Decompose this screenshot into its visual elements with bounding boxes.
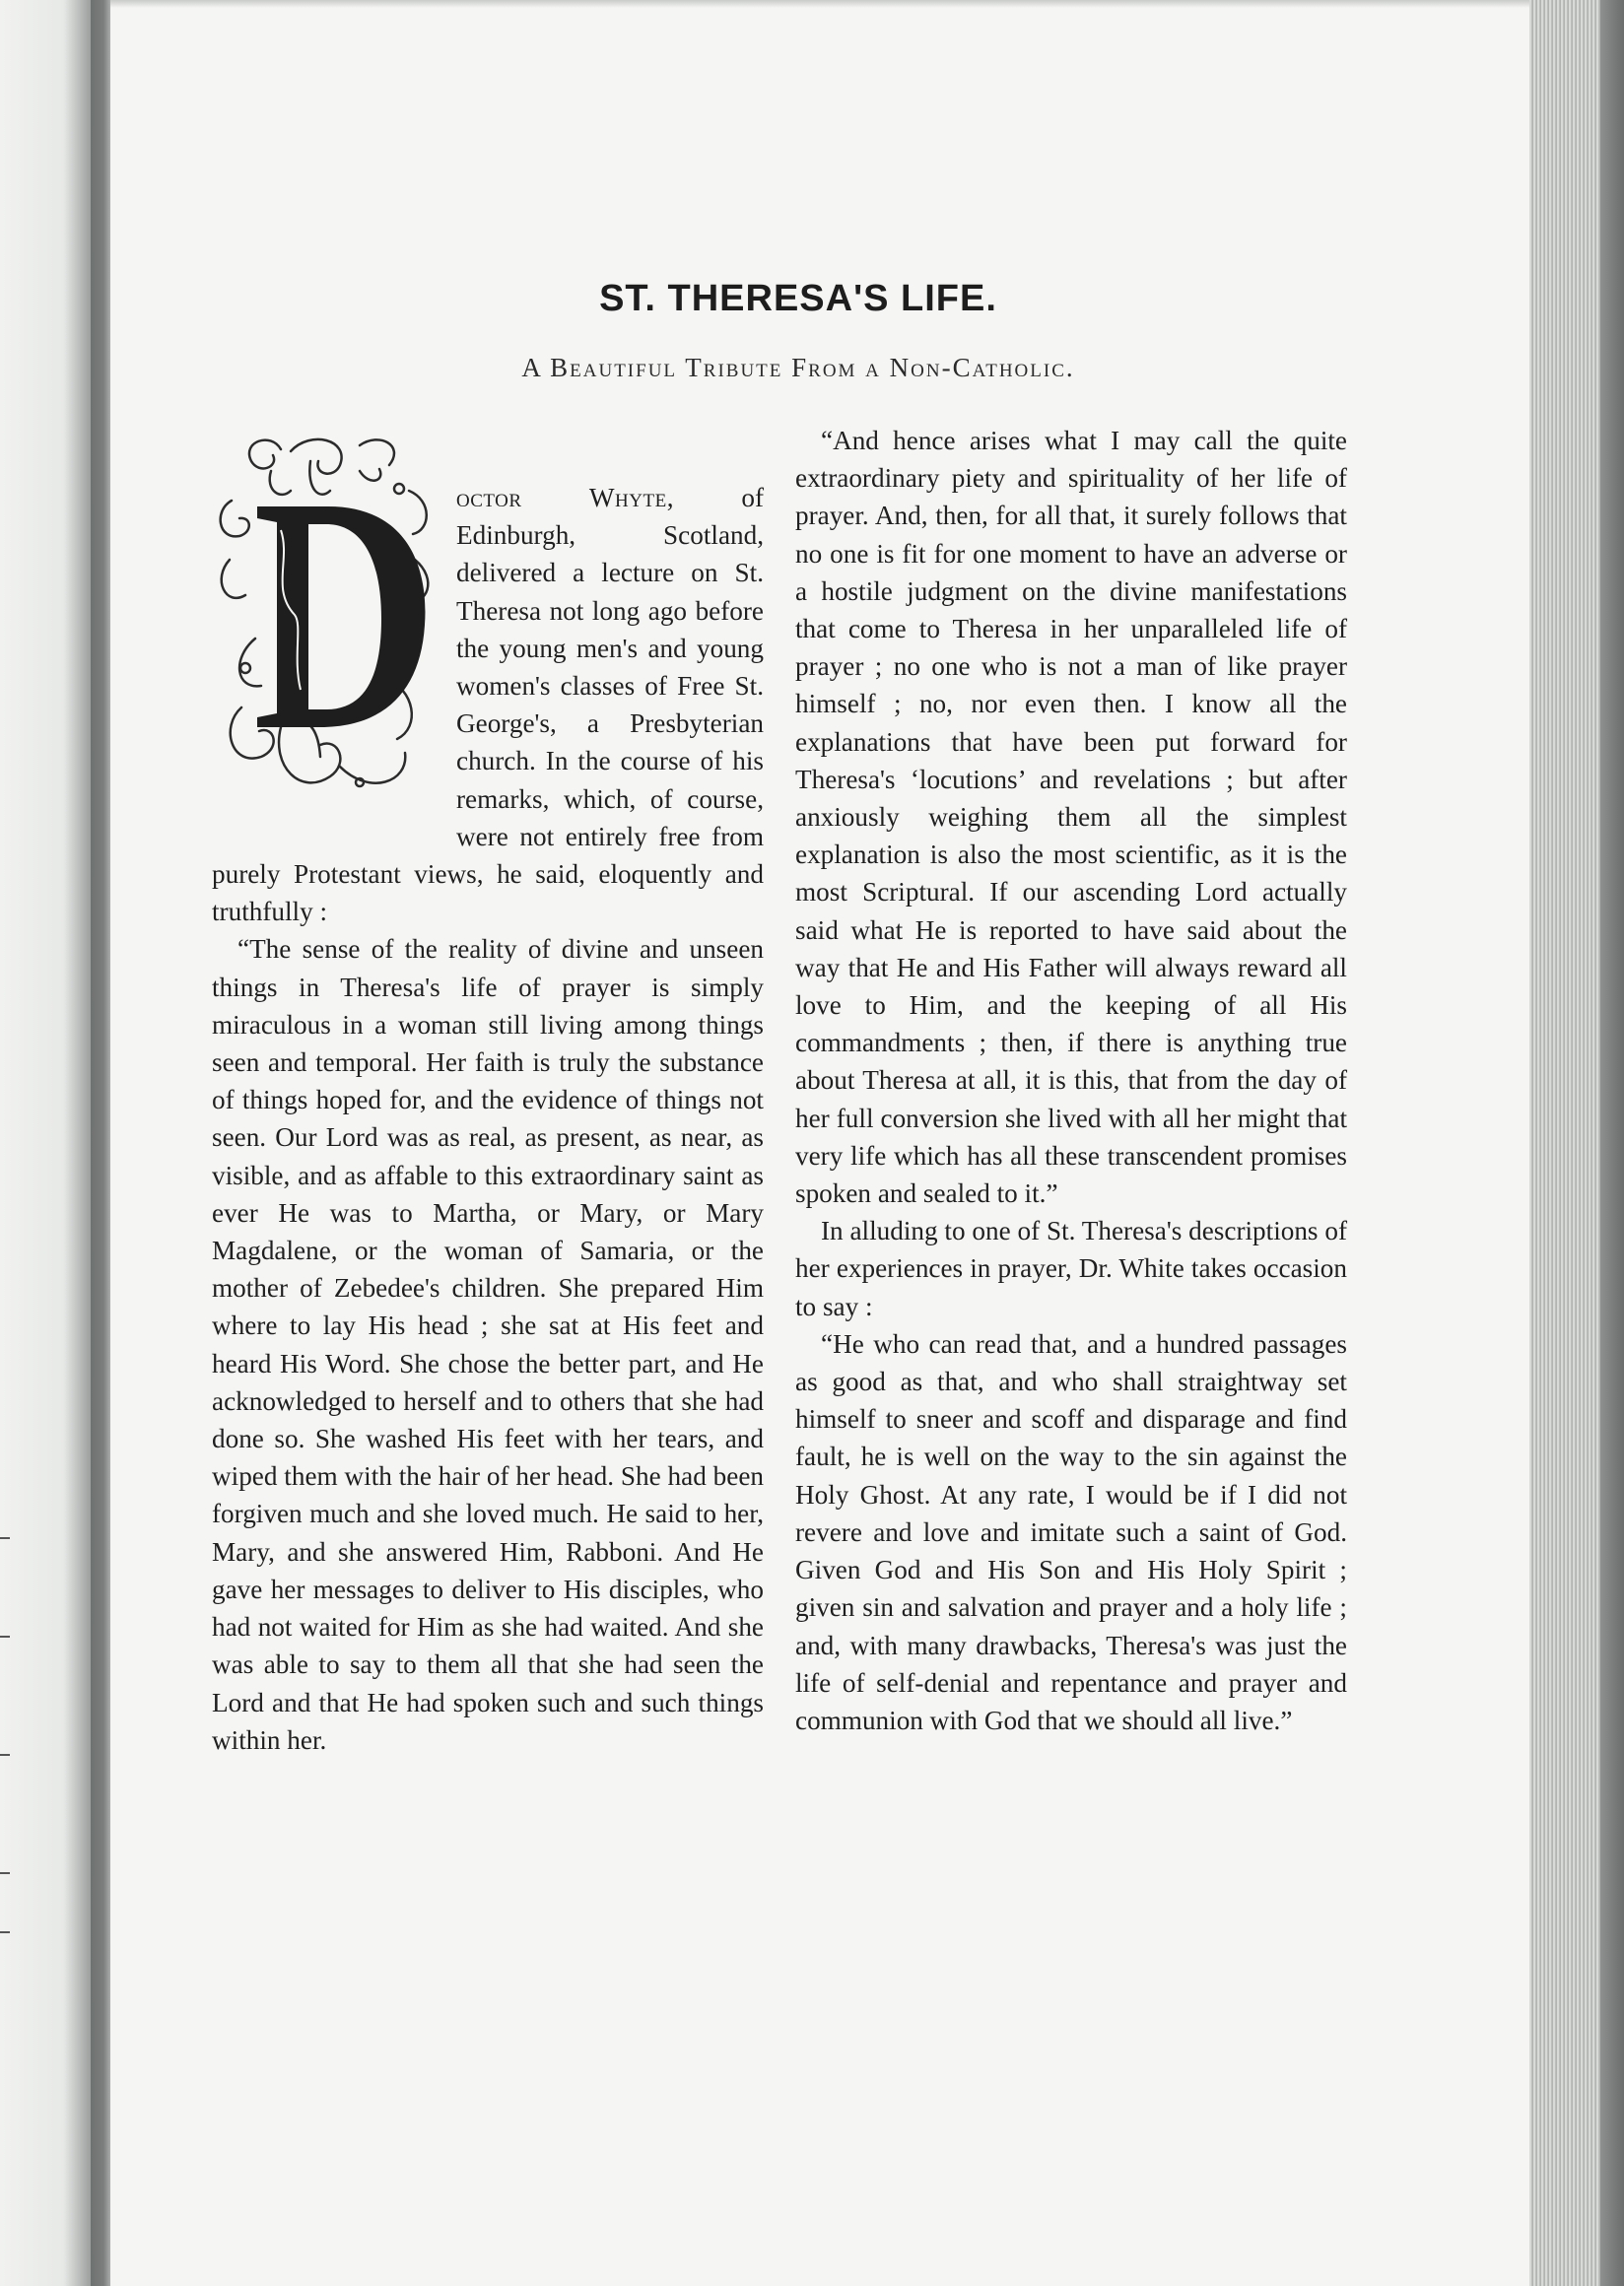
article-subtitle: A Beautiful Tribute From a Non-Catholic. [521, 353, 1075, 382]
left-column [212, 479, 764, 1759]
bleed-mark [0, 1872, 10, 1874]
page-top-shadow [110, 0, 1529, 8]
book-gutter [91, 0, 112, 2286]
bleed-mark [0, 1931, 10, 1933]
bleed-mark [0, 1636, 10, 1638]
ornamental-initial [212, 479, 440, 820]
paragraph: “And hence arises what I may call the quite extraordinary piety and spirituality of her life of prayer. And, then, for all that, it surely follows that no one is fit for one moment to have an adverse or a hostile judgment on the divine manifestations that come to Theresa in her unparalleled life of prayer ; no one who is not a man of like prayer himself ; no, nor even then. I know all the explanations that have been put forward for Theresa's ‘locutions’ and revelations ; but after anxiously weighing them all the simplest explanation is also the most scientific, as it is the most Scriptural. If our ascending Lord actually said what He is reported to have said about the way that He and His Father will always reward all love to Him, and the keeping of all His commandments ; then, if there is anything true about Theresa at all, it is this, that from the day of her full conversion she lived with all her might that very life which has all these transcendent promises spoken and sealed to it.” [795, 426, 1347, 1209]
paragraph: In alluding to one of St. Theresa's descriptions of her experiences in prayer, Dr. White takes occasion to say : [795, 1216, 1347, 1321]
paragraph: “The sense of the reality of divine and unseen things in Theresa's life of prayer is simply miraculous in a woman still living among things seen and temporal. Her faith is truly the substance of things hoped for, and the evidence of things not seen. Our Lord was as real, as present, as near, as visible, and as affable to this extraordinary saint as ever He was to Martha, or Mary, or Mary Magdalene, or the woman of Samaria, or the mother of Zebedee's children. She prepared Him where to lay His head ; she sat at His feet and heard His Word. She chose the better part, and He acknowledged to herself and to others that she had done so. She washed His feet with her tears, and wiped them with the hair of her head. She had been forgiven much and she loved much. He said to her, Mary, and she answered Him, Rabboni. And He gave her messages to deliver to His disciples, who had not waited for Him as she had waited. And she was able to say to them all that she had seen the Lord and that He had spoken such and such things within her. [212, 934, 764, 1755]
facing-page-edge [0, 0, 91, 2286]
paragraph: “He who can read that, and a hundred passages as good as that, and who shall straightway set himself to sneer and scoff and disparage and find fault, he is well on the way to the sin against the Holy Ghost. At any rate, I would be if I did not revere and love and imitate such a saint of God. Given God and His Son and His Holy Spirit ; given sin and salvation and prayer and a holy life ; and, with many drawbacks, Theresa's was just the life of self-denial and repentance and prayer and communion with God that we should all live.” [795, 1328, 1347, 1735]
edge-shadow [1600, 0, 1624, 2286]
bleed-mark [0, 1754, 10, 1756]
article-title: ST. THERESA'S LIFE. [599, 278, 997, 319]
stacked-page-edges [1529, 0, 1624, 2286]
bleed-mark [0, 1537, 10, 1539]
lead-words: octor Whyte, [456, 483, 675, 512]
paragraph-text: of Edinburgh, Scotland, delivered a lecture on St. Theresa not long ago before the young men's and young women's classes of Free St. George's, a Presbyterian church. In the course of his remarks, which, of course, were not entirely free from purely Protestant views, he said, eloquently and truthfully : [212, 483, 764, 927]
right-column [795, 422, 1347, 1739]
drop-cap-d-icon [212, 432, 440, 806]
